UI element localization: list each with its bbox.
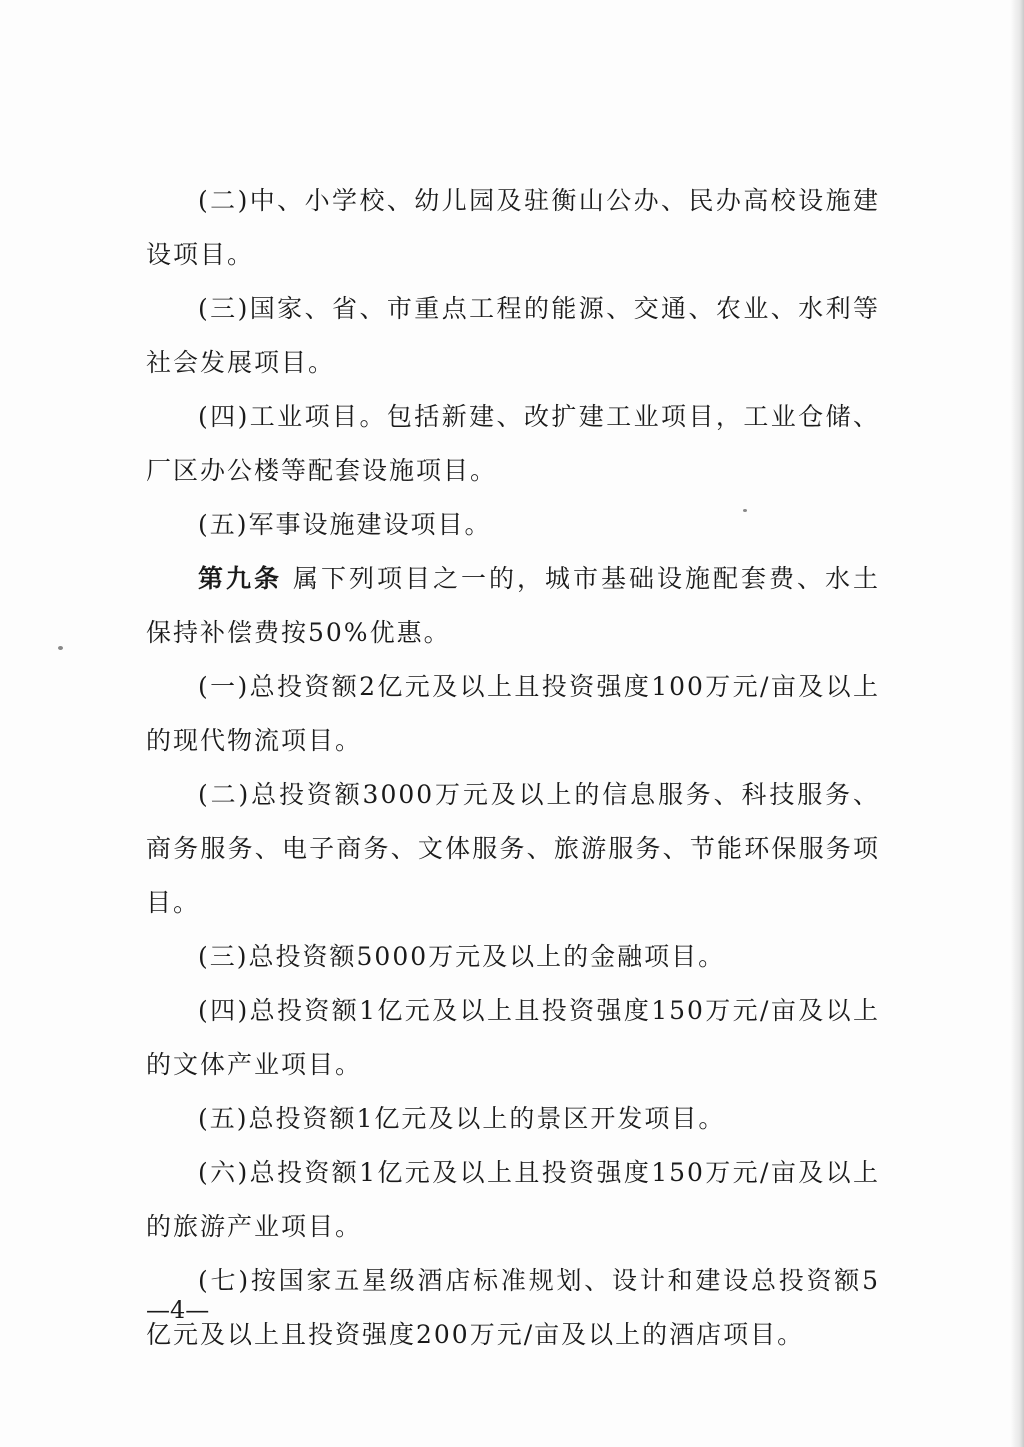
article-heading: 第九条 xyxy=(198,564,283,593)
paragraph-text: (五)总投资额1亿元及以上的景区开发项目。 xyxy=(198,1104,726,1133)
paragraph-text: (一)总投资额2亿元及以上且投资强度100万元/亩及以上的现代物流项目。 xyxy=(146,672,880,755)
paragraph-text: (二)总投资额3000万元及以上的信息服务、科技服务、商务服务、电子商务、文体服务、旅游服务、节能环保服务项目。 xyxy=(146,780,880,917)
paragraph-text: (六)总投资额1亿元及以上且投资强度150万元/亩及以上的旅游产业项目。 xyxy=(146,1158,880,1241)
scan-edge-shadow xyxy=(1010,0,1024,1447)
paragraph xyxy=(146,552,880,660)
document-body xyxy=(146,174,880,1362)
paragraph xyxy=(146,390,880,498)
paragraph xyxy=(146,282,880,390)
paragraph-text: (三)总投资额5000万元及以上的金融项目。 xyxy=(198,942,726,971)
page-number: —4— xyxy=(146,1296,210,1324)
paragraph xyxy=(146,1092,880,1146)
paragraph-text: (二)中、小学校、幼儿园及驻衡山公办、民办高校设施建设项目。 xyxy=(146,186,880,269)
paragraph xyxy=(146,1146,880,1254)
paragraph-text: (五)军事设施建设项目。 xyxy=(198,510,492,539)
paragraph xyxy=(146,498,880,552)
paragraph xyxy=(146,174,880,282)
paragraph-text: (四)总投资额1亿元及以上且投资强度150万元/亩及以上的文体产业项目。 xyxy=(146,996,880,1079)
paragraph xyxy=(146,1254,880,1362)
paragraph-text: (四)工业项目。包括新建、改扩建工业项目，工业仓储、厂区办公楼等配套设施项目。 xyxy=(146,402,880,485)
paragraph xyxy=(146,930,880,984)
paragraph xyxy=(146,768,880,930)
paragraph xyxy=(146,984,880,1092)
scan-speck xyxy=(58,646,63,650)
paragraph-text: (七)按国家五星级酒店标准规划、设计和建设总投资额5亿元及以上且投资强度200万元/亩及以上的酒店项目。 xyxy=(146,1266,880,1349)
paragraph-text: 属下列项目之一的，城市基础设施配套费、水土保持补偿费按50%优惠。 xyxy=(146,564,880,647)
paragraph-text: (三)国家、省、市重点工程的能源、交通、农业、水利等社会发展项目。 xyxy=(146,294,880,377)
paragraph xyxy=(146,660,880,768)
